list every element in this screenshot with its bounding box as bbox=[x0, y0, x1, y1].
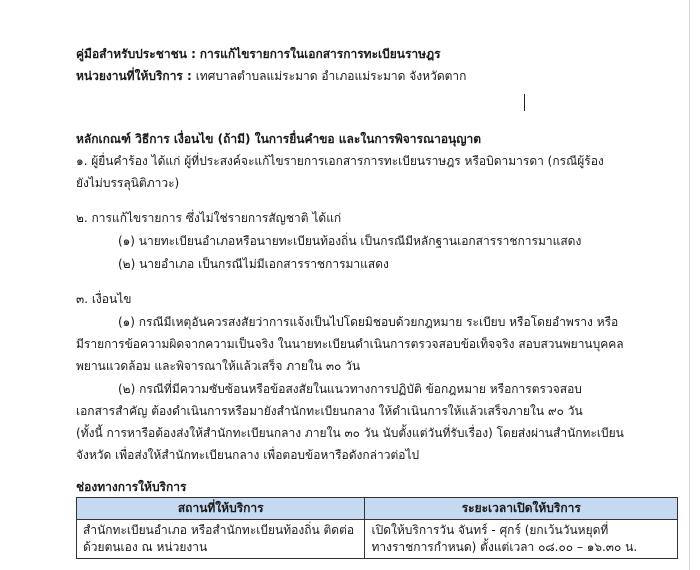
condition2-line4: จังหวัด เพื่อส่งให้สำนักทะเบียนกลาง เพื่อตอบข้อหารือดังกล่าวต่อไป bbox=[76, 448, 420, 462]
agency-value: เทศบาลตำบลแม่ระมาด อำเภอแม่ระมาด จังหวัดตาก bbox=[195, 69, 467, 83]
service-place-line: ด้วยตนเอง ณ หน่วยงาน bbox=[83, 540, 208, 554]
service-channels-table bbox=[76, 497, 678, 559]
manual-value: การแก้ไขรายการในเอกสารการทะเบียนราษฎร bbox=[199, 47, 441, 61]
criteria-item2-sub1: (๑) นายทะเบียนอำเภอหรือนายทะเบียนท้องถิ่น เป็นกรณีมีหลักฐานเอกสารราชการมาแสดง bbox=[118, 234, 582, 248]
manual-label: คู่มือสำหรับประชาชน : bbox=[76, 47, 196, 61]
criteria-item1-line1: ๑. ผู้ยื่นคำร้อง ได้แก่ ผู้ที่ประสงค์จะแก้ไขรายการเอกสารการทะเบียนราษฎร หรือบิดามารดา (กรณีผู้ร้อง bbox=[76, 154, 604, 168]
agency-line bbox=[76, 68, 466, 84]
column-header-hours: ระยะเวลาเปิดให้บริการ bbox=[365, 498, 678, 520]
service-hours-line: เปิดให้บริการวัน จันทร์ - ศุกร์ (ยกเว้นวันหยุดที่ bbox=[371, 523, 609, 537]
page-edge bbox=[689, 0, 690, 570]
criteria-item3-title: ๓. เงื่อนไข bbox=[76, 292, 132, 306]
agency-label: หน่วยงานที่ให้บริการ : bbox=[76, 69, 192, 83]
table-header-row bbox=[77, 498, 678, 520]
condition2-line3: (ทั้งนี้ การหารือต้องส่งให้สำนักทะเบียนกลาง ภายใน ๓๐ วัน นับตั้งแต่วันที่รับเรื่อง) โดยส่งผ่านสำนักทะเบียน bbox=[76, 426, 624, 440]
criteria-item2-title: ๒. การแก้ไขรายการ ซึ่งไม่ใช่รายการสัญชาติ ได้แก่ bbox=[76, 211, 342, 225]
service-place-line: สำนักทะเบียนอำเภอ หรือสำนักทะเบียนท้องถิ่น ติดต่อ bbox=[83, 523, 355, 537]
table-row bbox=[77, 520, 678, 559]
column-header-place: สถานที่ให้บริการ bbox=[77, 498, 365, 520]
condition2-line1: (๒) กรณีที่มีความซับซ้อนหรือข้อสงสัยในแนวทางการปฏิบัติ ข้อกฎหมาย หรือการตรวจสอบ bbox=[118, 382, 582, 396]
service-hours-line: ทางราชการกำหนด) ตั้งแต่เวลา ๐๘.๐๐ – ๑๖.๓๐ น. bbox=[371, 540, 638, 554]
condition1-line3: พยานแวดล้อม และพิจารณาให้แล้วเสร็จ ภายใน ๓๐ วัน bbox=[76, 359, 361, 373]
text-cursor bbox=[524, 94, 525, 111]
criteria-item1-line2: ยังไม่บรรลุนิติภาวะ) bbox=[76, 176, 180, 190]
condition1-line1: (๑) กรณีมีเหตุอันควรสงสัยว่าการแจ้งเป็นไปโดยมิชอบด้วยกฎหมาย ระเบียบ หรือโดยอำพราง หรือ bbox=[118, 315, 619, 329]
criteria-heading: หลักเกณฑ์ วิธีการ เงื่อนไข (ถ้ามี) ในการยื่นคำขอ และในการพิจารณาอนุญาต bbox=[76, 132, 482, 146]
service-place-cell bbox=[77, 520, 365, 559]
service-hours-cell bbox=[365, 520, 678, 559]
criteria-item2-sub2: (๒) นายอำเภอ เป็นกรณีไม่มีเอกสารราชการมาแสดง bbox=[118, 257, 389, 271]
condition1-line2: มีรายการข้อความผิดจากความเป็นจริง ในนายทะเบียนดำเนินการตรวจสอบข้อเท็จจริง สอบสวนพยานบุคคล bbox=[76, 337, 624, 351]
manual-title-line bbox=[76, 46, 441, 62]
condition2-line2: เอกสารสำคัญ ต้องดำเนินการหรือมายังสำนักทะเบียนกลาง ให้ดำเนินการให้แล้วเสร็จภายใน ๙๐ วัน bbox=[76, 404, 583, 418]
channels-heading: ช่องทางการให้บริการ bbox=[76, 480, 187, 494]
